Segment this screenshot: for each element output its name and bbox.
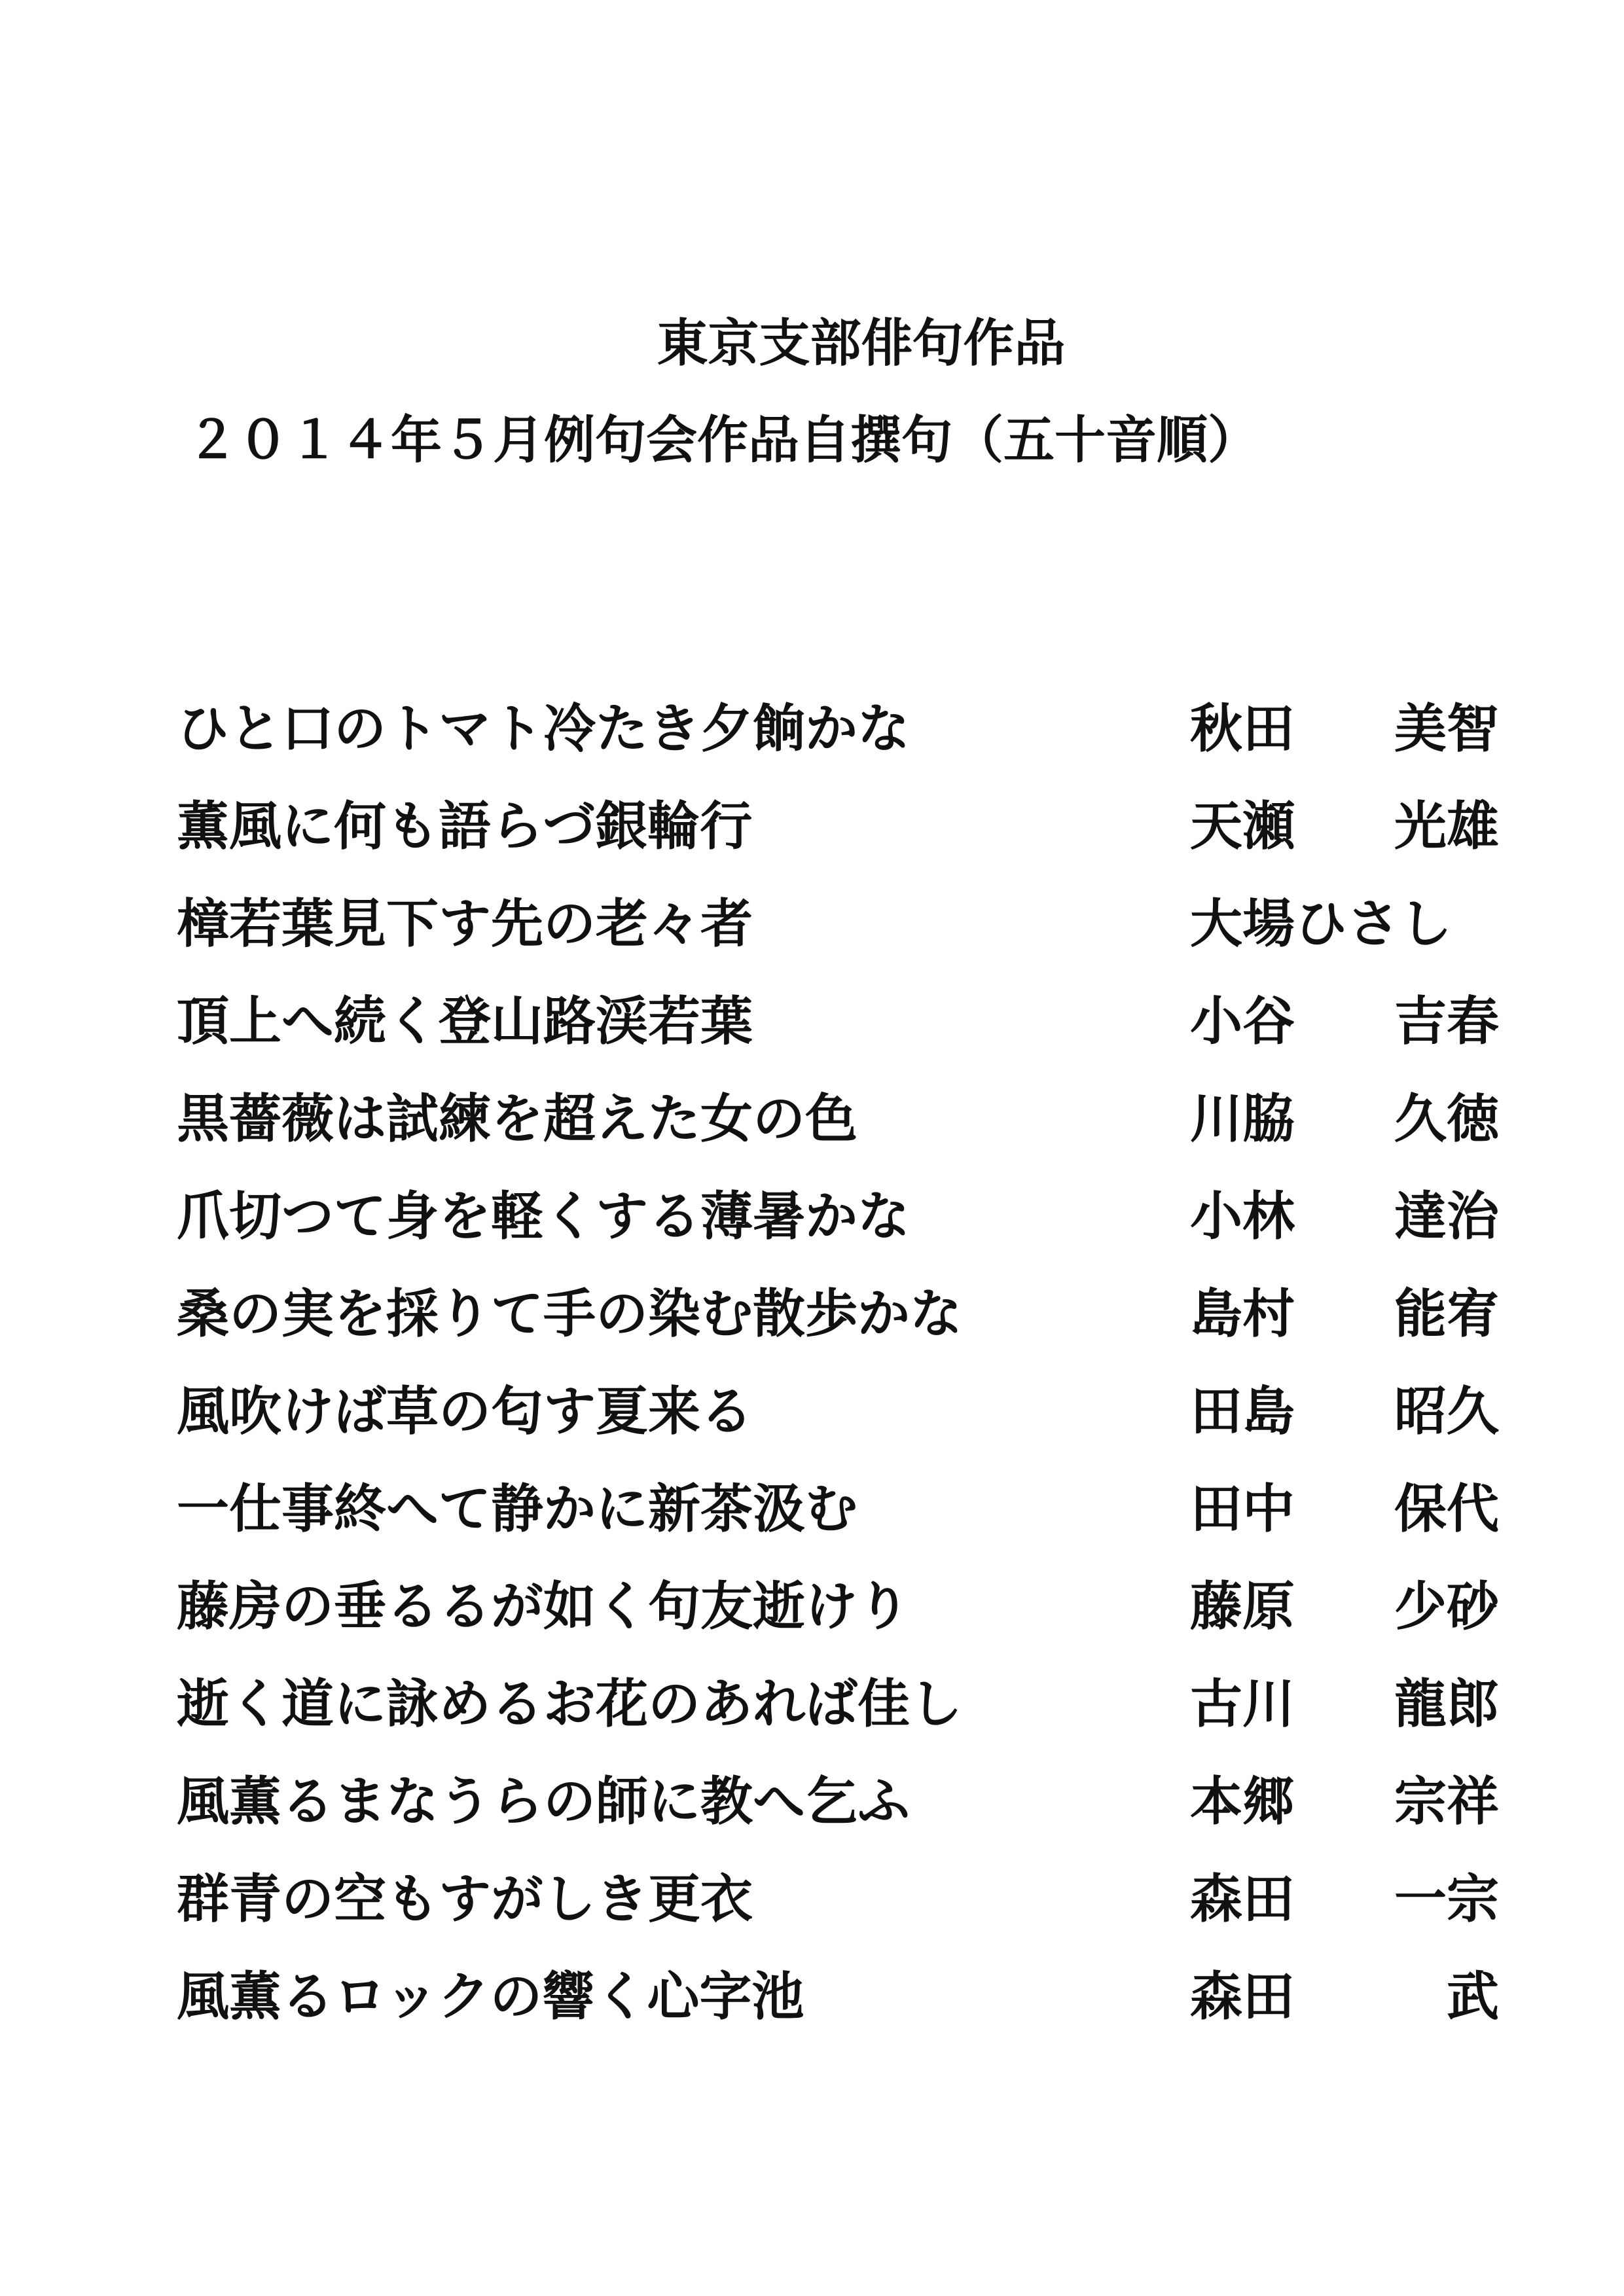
author-given-name: 少砂 bbox=[1394, 1575, 1499, 1637]
author-given-name: 能宥 bbox=[1394, 1283, 1499, 1344]
author-given-name: 武 bbox=[1447, 1965, 1499, 2027]
haiku-text: 頂上へ続く登山路渓若葉 bbox=[177, 990, 753, 1052]
haiku-text: 逝く道に詠めるお花のあれば佳し bbox=[177, 1673, 962, 1734]
author-surname: 本郷 bbox=[1190, 1770, 1295, 1832]
haiku-entry bbox=[177, 692, 1499, 790]
author-given-name: 久徳 bbox=[1394, 1088, 1499, 1149]
haiku-entry bbox=[177, 1863, 1499, 1960]
haiku-text: 風薫るロックの響く心字池 bbox=[177, 1965, 804, 2027]
author-surname: 小谷 bbox=[1190, 990, 1295, 1052]
author-surname: 島村 bbox=[1190, 1283, 1295, 1344]
haiku-entry bbox=[177, 1570, 1499, 1668]
author-surname: 川脇 bbox=[1190, 1088, 1295, 1149]
haiku-text: 爪切つて身を軽くする薄暑かな bbox=[177, 1185, 910, 1247]
haiku-text: 桑の実を採りて手の染む散歩かな bbox=[177, 1283, 962, 1344]
haiku-entry bbox=[177, 1765, 1499, 1863]
haiku-text: 樟若葉見下す先の老々者 bbox=[177, 893, 753, 954]
haiku-entry bbox=[177, 790, 1499, 888]
haiku-entry bbox=[177, 1180, 1499, 1278]
author-surname: 秋田 bbox=[1190, 698, 1295, 759]
author-given-name: 一宗 bbox=[1394, 1868, 1499, 1929]
haiku-text: 薫風に何も語らづ銀輪行 bbox=[177, 795, 753, 857]
haiku-text: 一仕事終へて静かに新茶汲む bbox=[177, 1478, 857, 1539]
author-surname: 田中 bbox=[1190, 1478, 1295, 1539]
author-given-name: 光雄 bbox=[1394, 795, 1499, 857]
author-surname: 森田 bbox=[1190, 1965, 1295, 2027]
author-given-name: 美智 bbox=[1394, 698, 1499, 759]
author-given-name: 宗祥 bbox=[1394, 1770, 1499, 1832]
author-given-name: 昭久 bbox=[1394, 1380, 1499, 1442]
haiku-entry bbox=[177, 1083, 1499, 1180]
haiku-entry bbox=[177, 1473, 1499, 1570]
haiku-text: 風吹けば草の匂す夏来る bbox=[177, 1380, 753, 1442]
haiku-entry bbox=[177, 985, 1499, 1083]
haiku-text: ひと口のトマト冷たき夕餉かな bbox=[177, 698, 910, 759]
author-surname: 古川 bbox=[1190, 1673, 1295, 1734]
haiku-text: 黒薔薇は試練を超えた女の色 bbox=[177, 1088, 857, 1149]
author-surname: 田島 bbox=[1190, 1380, 1295, 1442]
haiku-text: 風薫るまなうらの師に教へ乞ふ bbox=[177, 1770, 910, 1832]
author-surname: 藤原 bbox=[1190, 1575, 1295, 1637]
author-surname: 天瀬 bbox=[1190, 795, 1295, 857]
haiku-text: 群青の空もすがしき更衣 bbox=[177, 1868, 753, 1929]
haiku-entry bbox=[177, 1375, 1499, 1473]
haiku-list bbox=[177, 692, 1499, 2058]
haiku-entry bbox=[177, 888, 1499, 985]
author-surname: 森田 bbox=[1190, 1868, 1295, 1929]
author-surname: 大場ひさし bbox=[1190, 893, 1452, 954]
haiku-text: 藤房の垂るるが如く句友逝けり bbox=[177, 1575, 910, 1637]
haiku-entry bbox=[177, 1278, 1499, 1375]
haiku-entry bbox=[177, 1668, 1499, 1765]
author-given-name: 達治 bbox=[1394, 1185, 1499, 1247]
haiku-entry bbox=[177, 1960, 1499, 2058]
author-given-name: 龍郎 bbox=[1394, 1673, 1499, 1734]
page-subtitle: ２０１４年５月例句会作品自撰句（五十音順） bbox=[187, 410, 1259, 470]
page-title: 東京支部俳句作品 bbox=[657, 314, 1066, 373]
author-surname: 小林 bbox=[1190, 1185, 1295, 1247]
author-given-name: 吉春 bbox=[1394, 990, 1499, 1052]
author-given-name: 保代 bbox=[1394, 1478, 1499, 1539]
